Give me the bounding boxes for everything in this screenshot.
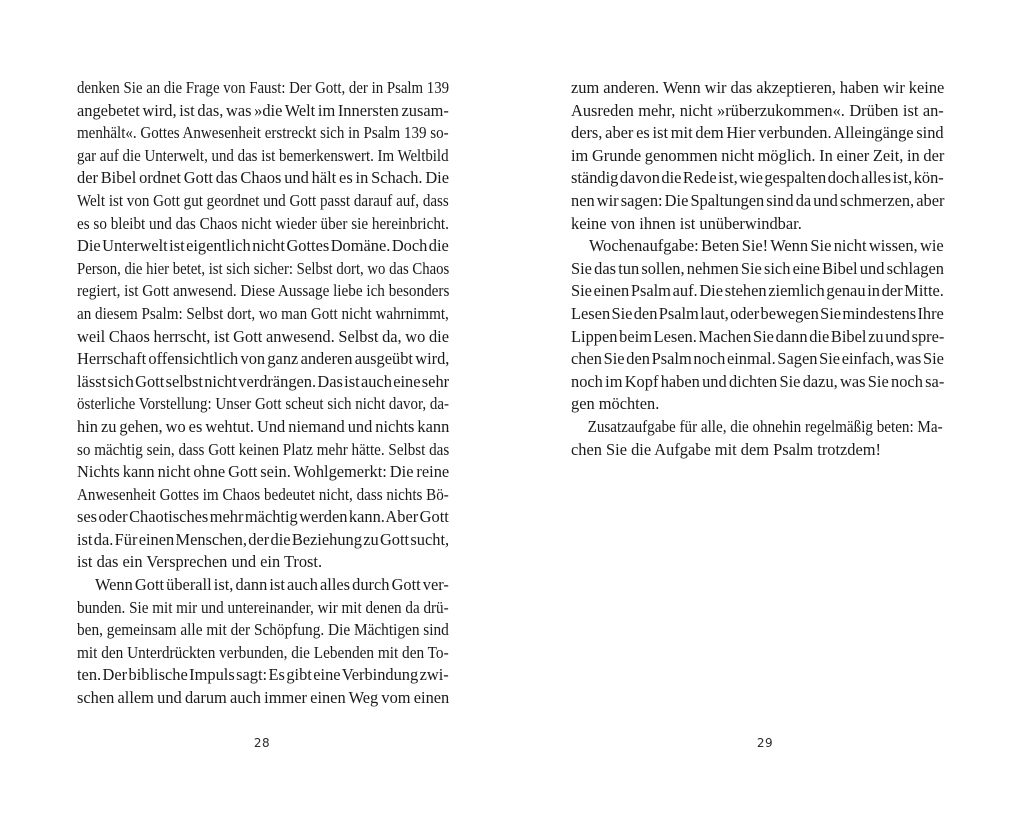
page-number-left: 28	[253, 736, 271, 750]
text-line: Wochenaufgabe: Beten Sie! Wenn Sie nicht wissen, wie	[589, 236, 944, 256]
text-line: ten. Der biblische Impuls sagt: Es gibt eine Verbindung zwi-	[77, 665, 449, 685]
text-line: es so bleibt und das Chaos nicht wieder über sie hereinbricht.	[77, 213, 449, 233]
text-line: Wenn Gott überall ist, dann ist auch alles durch Gott ver-	[95, 575, 449, 595]
text-line: nen wir sagen: Die Spaltungen sind da und schmerzen, aber	[571, 190, 945, 210]
text-line: Ausreden mehr, nicht »rüberzukommen«. Drüben ist an-	[571, 100, 944, 120]
text-line: bunden. Sie mit mir und untereinander, wir mit denen da drü-	[77, 597, 449, 617]
right-page	[510, 0, 1020, 816]
text-line: Herrschaft offensichtlich von ganz anderen ausgeübt wird,	[77, 349, 450, 369]
text-line: Sie das tun sollen, nehmen Sie sich eine Bibel und schlagen	[571, 258, 944, 278]
text-line: ders, aber es ist mit dem Hier verbunden. Alleingänge sind	[571, 123, 944, 143]
text-line: keine von ihnen ist unüberwindbar.	[571, 213, 802, 233]
text-line: mit den Unterdrückten verbunden, die Lebenden mit den To-	[77, 642, 449, 662]
text-line: lässt sich Gott selbst nicht verdrängen. Das ist auch eine sehr	[77, 371, 450, 391]
text-line: so mächtig sein, dass Gott keinen Platz mehr hätte. Selbst das	[77, 439, 450, 459]
text-line: ses oder Chaotisches mehr mächtig werden kann. Aber Gott	[77, 507, 449, 527]
text-line: gar auf die Unterwelt, und das ist bemerkenswert. Im Weltbild	[77, 145, 449, 165]
text-line: weil Chaos herrscht, ist Gott anwesend. Selbst da, wo die	[77, 326, 450, 346]
text-line: ist da. Für einen Menschen, der die Beziehung zu Gott sucht,	[77, 529, 450, 549]
text-line: schen allem und darum auch immer einen Weg vom einen	[77, 688, 450, 708]
text-line: Welt ist von Gott gut geordnet und Gott passt darauf auf, dass	[77, 190, 449, 210]
text-line: denken Sie an die Frage von Faust: Der Gott, der in Psalm 139	[77, 78, 450, 97]
left-page-body-text	[77, 77, 449, 710]
text-line: österliche Vorstellung: Unser Gott scheut sich nicht davor, da-	[77, 394, 450, 414]
text-line: Nichts kann nicht ohne Gott sein. Wohlgemerkt: Die reine	[77, 462, 450, 482]
text-line: chen Sie den Psalm noch einmal. Sagen Sie einfach, was Sie	[571, 349, 944, 369]
text-line: Zusatzaufgabe für alle, die ohnehin regelmäßig beten: Ma-	[587, 416, 943, 436]
text-line: Lippen beim Lesen. Machen Sie dann die Bibel zu und spre-	[571, 326, 945, 346]
text-line: hin zu gehen, wo es wehtut. Und niemand und nichts kann	[77, 416, 450, 436]
text-line: im Grunde genommen nicht möglich. In einer Zeit, in der	[571, 145, 945, 165]
text-line: ist das ein Versprechen und ein Trost.	[77, 552, 323, 572]
page-number-right: 29	[756, 736, 774, 750]
right-page-body-text	[571, 77, 944, 461]
text-line: zum anderen. Wenn wir das akzeptieren, haben wir keine	[571, 78, 945, 97]
text-line: Anwesenheit Gottes im Chaos bedeutet nicht, dass nichts Bö-	[77, 484, 449, 504]
text-line: noch im Kopf haben und dichten Sie dazu, was Sie noch sa-	[571, 371, 945, 391]
text-line: ständig davon die Rede ist, wie gespalten doch alles ist, kön-	[571, 168, 944, 188]
text-line: regiert, ist Gott anwesend. Diese Aussage liebe ich besonders	[77, 281, 450, 301]
text-line: ben, gemeinsam alle mit der Schöpfung. Die Mächtigen sind	[77, 620, 449, 640]
text-line: der Bibel ordnet Gott das Chaos und hält es in Schach. Die	[77, 168, 450, 188]
text-line: angebetet wird, ist das, was »die Welt im Innersten zusam-	[77, 100, 449, 120]
text-line: Lesen Sie den Psalm laut, oder bewegen Sie mindestens Ihre	[571, 303, 944, 323]
text-line: menhält«. Gottes Anwesenheit erstreckt sich in Psalm 139 so-	[77, 123, 449, 143]
text-line: Person, die hier betet, ist sich sicher: Selbst dort, wo das Chaos	[77, 258, 450, 278]
text-line: an diesem Psalm: Selbst dort, wo man Gott nicht wahrnimmt,	[77, 303, 449, 323]
text-line: Die Unterwelt ist eigentlich nicht Gottes Domäne. Doch die	[77, 236, 449, 256]
text-line: gen möchten.	[571, 394, 660, 414]
text-line: Sie einen Psalm auf. Die stehen ziemlich genau in der Mitte.	[571, 281, 944, 301]
text-line: chen Sie die Aufgabe mit dem Psalm trotzdem!	[571, 439, 881, 459]
